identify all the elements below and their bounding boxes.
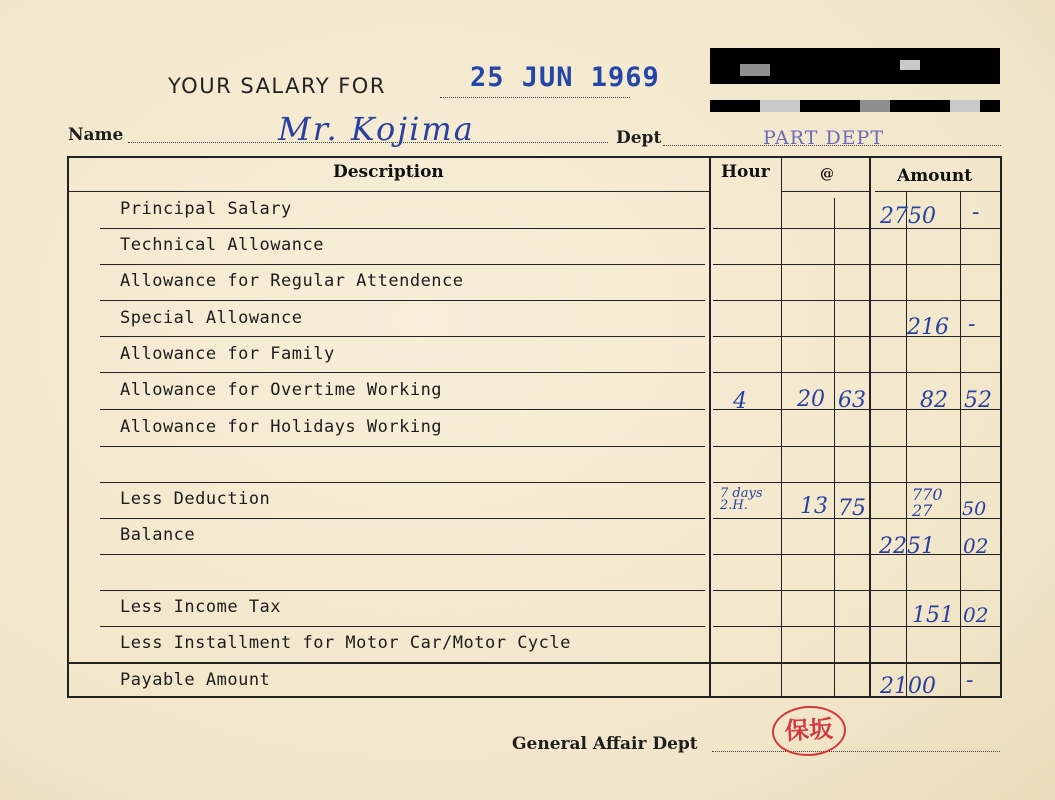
deduction-rate: 13	[800, 494, 828, 519]
header-rate: @	[820, 166, 834, 182]
col-divider-rate	[869, 158, 871, 696]
header-description: Description	[333, 162, 444, 182]
row-balance: Balance	[120, 525, 196, 545]
row-technical-allowance: Technical Allowance	[120, 235, 324, 255]
name-label: Name	[68, 125, 124, 145]
col-divider-hour	[781, 158, 782, 696]
balance-amount: 2251	[879, 534, 935, 559]
signature-line	[712, 751, 1000, 752]
deduction-amount: 770 27	[912, 485, 943, 520]
row-family-allowance: Allowance for Family	[120, 344, 335, 364]
dept-stamp: PART DEPT	[763, 127, 885, 149]
overtime-amount: 82	[920, 388, 948, 413]
row-principal-salary: Principal Salary	[120, 199, 292, 219]
payable-amount-sub: -	[966, 668, 974, 693]
balance-amount-sub: 02	[963, 534, 989, 558]
overtime-amount-sub: 52	[964, 388, 992, 413]
special-amount-sub: -	[968, 312, 976, 337]
row-less-deduction: Less Deduction	[120, 489, 271, 509]
special-amount: 216	[907, 315, 949, 340]
principal-amount: 2750	[880, 204, 936, 229]
header-amount: Amount	[897, 166, 973, 186]
deduction-rate-sub: 75	[838, 496, 866, 521]
title-dotted-line	[440, 97, 630, 98]
income-tax-amount: 151	[912, 603, 954, 628]
row-overtime-working: Allowance for Overtime Working	[120, 380, 443, 400]
dept-label: Dept	[616, 128, 662, 148]
row-payable-amount: Payable Amount	[120, 670, 271, 690]
slip-title: YOUR SALARY FOR	[168, 74, 386, 98]
col-divider-rate-sub	[834, 198, 835, 696]
row-motor-installment: Less Installment for Motor Car/Motor Cycle	[120, 633, 571, 653]
row-income-tax: Less Income Tax	[120, 597, 282, 617]
overtime-hour: 4	[733, 389, 747, 414]
payable-amount: 2100	[880, 674, 936, 699]
col-divider-amount-main	[906, 192, 907, 696]
general-affair-label: General Affair Dept	[512, 734, 698, 754]
overtime-rate-sub: 63	[838, 388, 866, 413]
header-divider	[69, 191, 709, 192]
income-tax-amount-sub: 02	[963, 603, 989, 627]
employee-name: Mr. Kojima	[278, 110, 475, 148]
col-divider-description	[709, 158, 711, 696]
deduction-hour: 7 days 2.H.	[720, 486, 763, 513]
header-hour: Hour	[721, 162, 770, 182]
col-divider-amount-sub	[960, 192, 961, 696]
row-regular-attendence: Allowance for Regular Attendence	[120, 271, 464, 291]
row-holidays-working: Allowance for Holidays Working	[120, 417, 443, 437]
approval-seal: 保坂	[771, 704, 848, 758]
overtime-rate: 20	[797, 387, 825, 412]
row-special-allowance: Special Allowance	[120, 308, 303, 328]
deduction-amount-sub: 50	[962, 498, 987, 520]
principal-amount-sub: -	[972, 200, 980, 225]
date-stamp: 25 JUN 1969	[470, 62, 660, 93]
